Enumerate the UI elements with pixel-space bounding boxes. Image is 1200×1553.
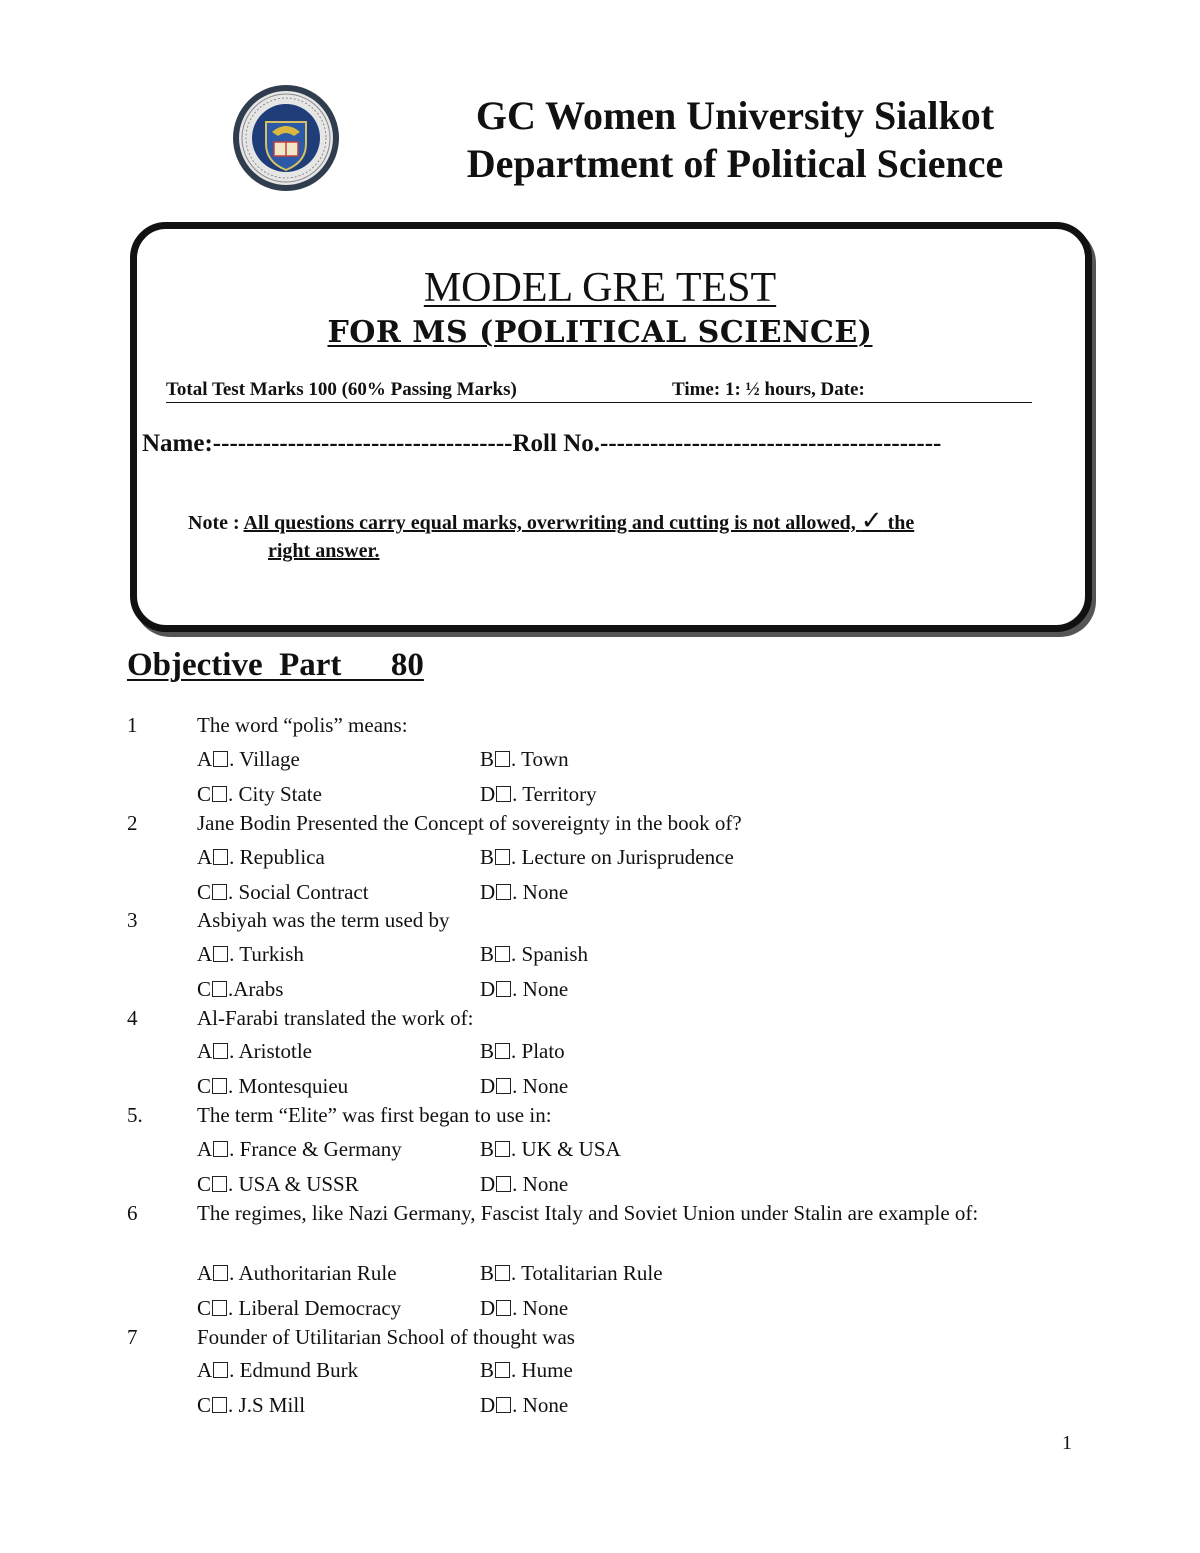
checkbox-icon[interactable]	[496, 1176, 511, 1192]
option-text: . Town	[511, 747, 569, 771]
option-letter: B	[480, 1137, 495, 1161]
checkbox-icon[interactable]	[495, 1362, 510, 1378]
question-text: The word “polis” means:	[197, 713, 408, 737]
option-b[interactable]	[480, 1037, 565, 1065]
checkbox-icon[interactable]	[496, 1397, 511, 1413]
option-c[interactable]	[197, 1170, 359, 1198]
marks-time-date-line	[166, 378, 1032, 403]
option-text: . Plato	[511, 1039, 565, 1063]
checkbox-icon[interactable]	[212, 1397, 227, 1413]
checkmark-icon: ✓	[860, 506, 883, 536]
option-letter: A	[197, 1137, 213, 1161]
question-text: The term “Elite” was first began to use in:	[197, 1103, 552, 1127]
checkbox-icon[interactable]	[213, 1265, 228, 1281]
name-roll-line: Name:------------------------------------Roll No.-----------------------------------------	[142, 430, 942, 457]
question-number: 5.	[127, 1103, 143, 1127]
checkbox-icon[interactable]	[213, 1362, 228, 1378]
total-marks-text: Total Test Marks 100 (60% Passing Marks)	[166, 379, 517, 400]
option-text: . Hume	[511, 1358, 573, 1382]
question-number: 3	[127, 908, 138, 932]
checkbox-icon[interactable]	[495, 849, 510, 865]
option-text: . France & Germany	[229, 1137, 402, 1161]
checkbox-icon[interactable]	[213, 849, 228, 865]
question-number: 1	[127, 713, 138, 737]
option-letter: A	[197, 1261, 213, 1285]
question-text: Al-Farabi translated the work of:	[197, 1006, 474, 1030]
option-a[interactable]	[197, 1037, 312, 1065]
checkbox-icon[interactable]	[212, 1176, 227, 1192]
option-letter: D	[480, 782, 496, 806]
question-number: 6	[127, 1201, 138, 1225]
checkbox-icon[interactable]	[496, 1078, 511, 1094]
university-name: GC Women University Sialkot	[475, 93, 995, 138]
checkbox-icon[interactable]	[496, 981, 511, 997]
checkbox-icon[interactable]	[213, 751, 228, 767]
option-c[interactable]	[197, 1294, 401, 1322]
test-subtitle-text: FOR MS (POLITICAL SCIENCE)	[327, 315, 873, 350]
checkbox-icon[interactable]	[212, 884, 227, 900]
option-letter: C	[197, 1074, 212, 1098]
option-letter: D	[480, 1296, 496, 1320]
option-text: . None	[512, 1074, 569, 1098]
note-line	[188, 506, 914, 538]
option-text: . Authoritarian Rule	[229, 1261, 397, 1285]
note-line-2	[268, 537, 379, 565]
option-letter: C	[197, 977, 212, 1001]
option-text: . Spanish	[511, 942, 589, 966]
option-d[interactable]	[480, 1072, 568, 1100]
option-d[interactable]	[480, 1391, 568, 1419]
option-letter: B	[480, 942, 495, 966]
option-a[interactable]	[197, 745, 300, 773]
note-tail: the	[882, 512, 915, 534]
checkbox-icon[interactable]	[496, 884, 511, 900]
option-text: . Turkish	[229, 942, 304, 966]
question-text: Founder of Utilitarian School of thought was	[197, 1325, 575, 1349]
option-text: . USA & USSR	[228, 1172, 359, 1196]
option-c[interactable]	[197, 780, 322, 808]
option-text: . None	[512, 1172, 569, 1196]
checkbox-icon[interactable]	[212, 1300, 227, 1316]
option-letter: A	[197, 845, 213, 869]
option-a[interactable]	[197, 1356, 358, 1384]
checkbox-icon[interactable]	[495, 1141, 510, 1157]
checkbox-icon[interactable]	[212, 981, 227, 997]
option-letter: B	[480, 747, 495, 771]
option-c[interactable]	[197, 1391, 305, 1419]
option-letter: B	[480, 845, 495, 869]
option-letter: C	[197, 1393, 212, 1417]
note-line-2-text: right answer.	[268, 540, 380, 562]
question-number: 7	[127, 1325, 138, 1349]
option-b[interactable]	[480, 1135, 621, 1163]
section-heading: Objective Part 80	[127, 647, 424, 683]
question-text: Asbiyah was the term used by	[197, 908, 450, 932]
question-number: 2	[127, 811, 138, 835]
option-letter: B	[480, 1039, 495, 1063]
option-letter: B	[480, 1261, 495, 1285]
option-b[interactable]	[480, 843, 734, 871]
option-c[interactable]	[197, 975, 283, 1003]
option-b[interactable]	[480, 745, 569, 773]
option-text: . Montesquieu	[228, 1074, 349, 1098]
checkbox-icon[interactable]	[495, 751, 510, 767]
option-text: . Aristotle	[229, 1039, 313, 1063]
option-letter: B	[480, 1358, 495, 1382]
option-text: . Republica	[229, 845, 325, 869]
option-d[interactable]	[480, 1294, 568, 1322]
option-d[interactable]	[480, 780, 597, 808]
option-letter: A	[197, 1358, 213, 1382]
option-text: . None	[512, 880, 569, 904]
option-text: . Liberal Democracy	[228, 1296, 402, 1320]
option-letter: D	[480, 1172, 496, 1196]
option-letter: A	[197, 942, 213, 966]
page-number: 1	[1062, 1432, 1072, 1454]
option-text: . City State	[228, 782, 322, 806]
checkbox-icon[interactable]	[496, 1300, 511, 1316]
option-text: . UK & USA	[511, 1137, 621, 1161]
option-a[interactable]	[197, 940, 304, 968]
checkbox-icon[interactable]	[495, 946, 510, 962]
option-text: . Lecture on Jurisprudence	[511, 845, 734, 869]
question-text: Jane Bodin Presented the Concept of sovereignty in the book of?	[197, 811, 742, 835]
option-d[interactable]	[480, 1170, 568, 1198]
option-letter: D	[480, 977, 496, 1001]
option-a[interactable]	[197, 1259, 397, 1287]
option-d[interactable]	[480, 878, 568, 906]
option-b[interactable]	[480, 1356, 573, 1384]
option-text: . Territory	[512, 782, 597, 806]
note-text: All questions carry equal marks, overwriting and cutting is not allowed,	[243, 512, 861, 534]
department-name: Department of Political Science	[466, 141, 1004, 186]
option-text: . None	[512, 977, 569, 1001]
question-text: The regimes, like Nazi Germany, Fascist Italy and Soviet Union under Stalin are example of:	[197, 1201, 979, 1225]
option-letter: D	[480, 880, 496, 904]
option-text: . Edmund Burk	[229, 1358, 359, 1382]
option-b[interactable]	[480, 1259, 663, 1287]
option-c[interactable]	[197, 1072, 348, 1100]
option-letter: C	[197, 1296, 212, 1320]
option-a[interactable]	[197, 843, 325, 871]
option-letter: A	[197, 1039, 213, 1063]
test-title-text: MODEL GRE TEST	[423, 265, 777, 311]
question-number: 4	[127, 1006, 138, 1030]
option-letter: C	[197, 880, 212, 904]
time-date-text: Time: 1: ½ hours, Date:	[672, 379, 865, 400]
option-letter: C	[197, 1172, 212, 1196]
checkbox-icon[interactable]	[496, 786, 511, 802]
option-text: . J.S Mill	[228, 1393, 306, 1417]
test-title	[0, 264, 1200, 312]
test-subtitle	[0, 315, 1200, 351]
option-text: . Social Contract	[228, 880, 369, 904]
option-text: . Village	[229, 747, 300, 771]
checkbox-icon[interactable]	[495, 1043, 510, 1059]
note-label: Note :	[188, 512, 244, 534]
option-text: . None	[512, 1296, 569, 1320]
option-letter: A	[197, 747, 213, 771]
option-a[interactable]	[197, 1135, 402, 1163]
option-letter: D	[480, 1393, 496, 1417]
checkbox-icon[interactable]	[213, 1141, 228, 1157]
checkbox-icon[interactable]	[212, 1078, 227, 1094]
option-letter: C	[197, 782, 212, 806]
checkbox-icon[interactable]	[213, 1043, 228, 1059]
option-letter: D	[480, 1074, 496, 1098]
checkbox-icon[interactable]	[213, 946, 228, 962]
option-d[interactable]	[480, 975, 568, 1003]
option-text: . None	[512, 1393, 569, 1417]
checkbox-icon[interactable]	[212, 786, 227, 802]
checkbox-icon[interactable]	[495, 1265, 510, 1281]
option-c[interactable]	[197, 878, 369, 906]
option-text: .Arabs	[228, 977, 284, 1001]
option-text: . Totalitarian Rule	[511, 1261, 663, 1285]
option-b[interactable]	[480, 940, 588, 968]
